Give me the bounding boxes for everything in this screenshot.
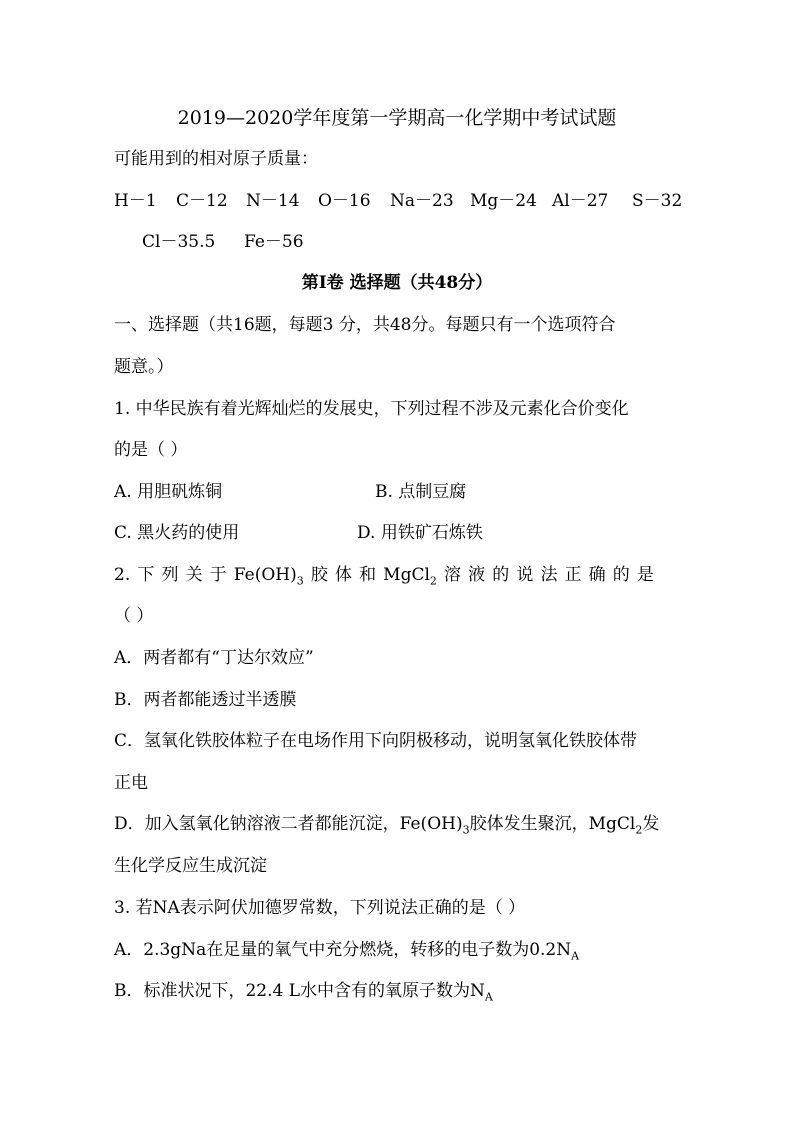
q2-stem-line2: （ ） bbox=[114, 606, 154, 626]
mass-h: H－1 bbox=[114, 191, 157, 211]
mass-cl: Cl－35.5 bbox=[142, 232, 216, 252]
mass-s: S－32 bbox=[632, 191, 683, 211]
q2-formula-feoh3: $Fe(OH)_3$ bbox=[233, 565, 304, 588]
instructions-line1: 一、选择题（共16题，每题3 分，共48分。每题只有一个选项符合 bbox=[114, 315, 616, 335]
q2-part: 正 bbox=[564, 565, 582, 585]
masses-label: 可能用到的相对原子质量： bbox=[114, 149, 318, 169]
q2-option-d-line1: D．加入氢氧化钠溶液二者都能沉淀，$Fe(OH)_3$胶体发生聚沉，MgCl$_2$发 bbox=[114, 814, 660, 837]
q3-stem: 3. 若NA表示阿伏加德罗常数，下列说法正确的是（ ） bbox=[114, 898, 526, 918]
q2-option-c-line2: 正电 bbox=[114, 773, 148, 793]
q2-part: 确 bbox=[588, 565, 606, 585]
exam-title: 2019—2020学年度第一学期高一化学期中考试试题 bbox=[177, 107, 617, 129]
q2-formula-mgcl2: MgCl$_2$ bbox=[383, 565, 437, 588]
q2-part: 说 bbox=[516, 565, 534, 585]
q3-option-b: B．标准状况下，22.4 L水中含有的氧原子数为$N_A$ bbox=[114, 981, 493, 1004]
q1-option-a: A. 用胆矾炼铜 bbox=[114, 482, 223, 502]
mass-mg: Mg－24 bbox=[470, 191, 537, 211]
q2-option-b: B．两者都能透过半透膜 bbox=[114, 690, 297, 710]
q2-part: 溶 bbox=[444, 565, 462, 585]
instructions-line2: 题意。） bbox=[114, 357, 174, 377]
q2-part: 是 bbox=[636, 565, 654, 585]
q2-part: 液 bbox=[468, 565, 486, 585]
mass-c: C－12 bbox=[176, 191, 228, 211]
q2-part: 关 bbox=[185, 565, 203, 585]
q2-part: 体 bbox=[334, 565, 352, 585]
q2-part: 下 bbox=[137, 565, 155, 585]
q2-part: 列 bbox=[161, 565, 179, 585]
q2-option-c-line1: C．氢氧化铁胶体粒子在电场作用下向阴极移动，说明氢氧化铁胶体带 bbox=[114, 731, 638, 751]
mass-al: Al－27 bbox=[552, 191, 609, 211]
q1-option-c: C. 黑火药的使用 bbox=[114, 523, 240, 543]
q2-part: 2. bbox=[114, 565, 131, 585]
q1-stem-line1: 1. 中华民族有着光辉灿烂的发展史，下列过程不涉及元素化合价变化 bbox=[114, 399, 629, 419]
q2-part: 于 bbox=[209, 565, 227, 585]
q2-part: 的 bbox=[492, 565, 510, 585]
q1-option-b: B. 点制豆腐 bbox=[375, 482, 467, 502]
q1-option-d: D. 用铁矿石炼铁 bbox=[357, 523, 483, 543]
mass-n: N－14 bbox=[246, 191, 300, 211]
q2-option-a: A．两者都有“丁达尔效应” bbox=[114, 648, 314, 668]
section-title: 第Ⅰ卷 选择题（共48分） bbox=[301, 273, 493, 293]
q2-option-d-line2: 生化学反应生成沉淀 bbox=[114, 856, 267, 876]
q1-stem-line2: 的是（ ） bbox=[114, 440, 188, 460]
q2-part: 和 bbox=[359, 565, 377, 585]
mass-fe: Fe－56 bbox=[244, 232, 304, 252]
q2-part: 法 bbox=[540, 565, 558, 585]
q2-part: 的 bbox=[612, 565, 630, 585]
q3-option-a: A．2.3gNa在足量的氧气中充分燃烧，转移的电子数为$0.2N_A$ bbox=[114, 940, 580, 963]
mass-na: Na－23 bbox=[390, 191, 454, 211]
mass-o: O－16 bbox=[318, 191, 371, 211]
q2-part: 胶 bbox=[310, 565, 328, 585]
q2-stem-line1 bbox=[114, 564, 654, 586]
